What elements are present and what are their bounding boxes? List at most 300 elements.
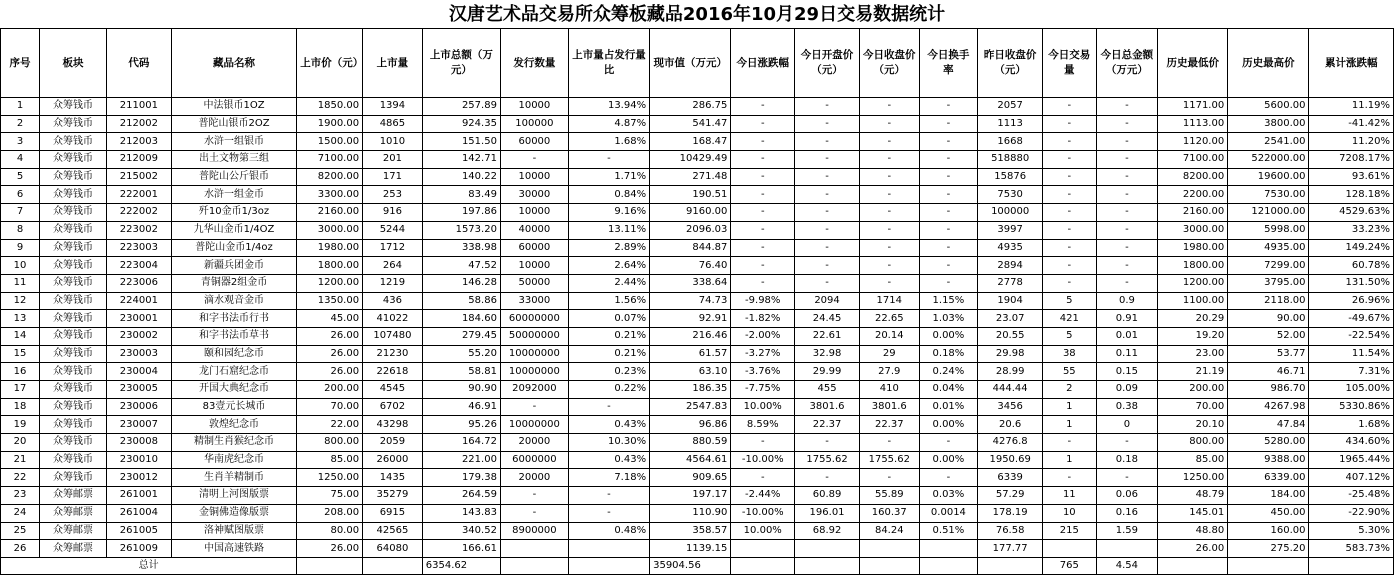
cell-col-open-price: -: [795, 151, 860, 169]
cell-col-list-price: 26.00: [297, 363, 363, 381]
header-col-cumulative-change: 累计涨跌幅: [1309, 29, 1394, 98]
cell-col-close-price: -: [859, 434, 919, 452]
cell-col-open-price: 3801.6: [795, 398, 860, 416]
cell-col-code: 223006: [106, 274, 171, 292]
cell-col-item-name: 普陀山银币2OZ: [171, 115, 297, 133]
cell-col-change-today: -: [731, 469, 795, 487]
cell-col-list-qty: 64080: [363, 540, 423, 558]
cell-col-volume: [1043, 540, 1096, 558]
cell-col-sector: 众筹钱币: [40, 204, 107, 222]
cell-col-sector: 众筹邮票: [40, 504, 107, 522]
cell-col-prev-close: 57.29: [978, 487, 1043, 505]
cell-col-market-value: 63.10: [650, 363, 731, 381]
header-col-volume: 今日交易量: [1043, 29, 1096, 98]
table-row: [1, 274, 1394, 292]
cell-col-open-price: -: [795, 434, 860, 452]
cell-col-low-history: 21.19: [1158, 363, 1228, 381]
cell-col-prev-close: 1668: [978, 133, 1043, 151]
cell-col-code: 215002: [106, 168, 171, 186]
cell-col-low-history: 800.00: [1158, 434, 1228, 452]
cell-col-open-price: 196.01: [795, 504, 860, 522]
cell-col-close-price: 1755.62: [859, 451, 919, 469]
cell-col-list-price: 1500.00: [297, 133, 363, 151]
cell-col-code: 230005: [106, 381, 171, 399]
table-row: [1, 522, 1394, 540]
cell-col-issue-qty: 10000: [500, 204, 568, 222]
cell-col-index: 20: [1, 434, 40, 452]
cell-col-open-price: 29.99: [795, 363, 860, 381]
table-row: [1, 398, 1394, 416]
cell-col-volume: 55: [1043, 363, 1096, 381]
cell-col-item-name: 中法银币1OZ: [171, 98, 297, 116]
cell-col-trade-amount: 0.18: [1096, 451, 1158, 469]
cell-col-change-today: -10.00%: [731, 451, 795, 469]
header-col-trade-amount: 今日总金额（万元）: [1096, 29, 1158, 98]
cell-col-code: 230006: [106, 398, 171, 416]
cell-col-low-history: 20.10: [1158, 416, 1228, 434]
cell-col-cumulative-change: 131.50%: [1309, 274, 1394, 292]
total-cell-empty: [568, 557, 649, 574]
cell-col-index: 19: [1, 416, 40, 434]
header-col-open-price: 今日开盘价（元）: [795, 29, 860, 98]
total-market-value: 35904.56: [650, 557, 731, 574]
cell-col-cumulative-change: 7208.17%: [1309, 151, 1394, 169]
cell-col-low-history: 145.01: [1158, 504, 1228, 522]
cell-col-close-price: -: [859, 98, 919, 116]
cell-col-list-price: 2160.00: [297, 204, 363, 222]
cell-col-market-value: 10429.49: [650, 151, 731, 169]
cell-col-high-history: 9388.00: [1228, 451, 1309, 469]
cell-col-trade-amount: 0.38: [1096, 398, 1158, 416]
cell-col-code: 230008: [106, 434, 171, 452]
cell-col-change-today: -: [731, 239, 795, 257]
cell-col-high-history: 90.00: [1228, 310, 1309, 328]
cell-col-cumulative-change: 583.73%: [1309, 540, 1394, 558]
cell-col-issue-qty: 30000: [500, 186, 568, 204]
cell-col-market-value: 9160.00: [650, 204, 731, 222]
cell-col-code: 230004: [106, 363, 171, 381]
cell-col-open-price: 60.89: [795, 487, 860, 505]
header-col-turnover: 今日换手率: [919, 29, 978, 98]
cell-col-sector: 众筹钱币: [40, 451, 107, 469]
cell-col-close-price: -: [859, 239, 919, 257]
cell-col-sector: 众筹钱币: [40, 168, 107, 186]
cell-col-high-history: 53.77: [1228, 345, 1309, 363]
cell-col-list-total: 47.52: [422, 257, 500, 275]
cell-col-cumulative-change: 5330.86%: [1309, 398, 1394, 416]
cell-col-code: 212003: [106, 133, 171, 151]
cell-col-close-price: 22.37: [859, 416, 919, 434]
cell-col-change-today: -: [731, 221, 795, 239]
cell-col-trade-amount: -: [1096, 434, 1158, 452]
cell-col-code: 261009: [106, 540, 171, 558]
cell-col-issue-qty: 8900000: [500, 522, 568, 540]
cell-col-list-qty: 2059: [363, 434, 423, 452]
cell-col-list-ratio: 0.22%: [568, 381, 649, 399]
cell-col-low-history: 2200.00: [1158, 186, 1228, 204]
cell-col-turnover: 0.00%: [919, 451, 978, 469]
cell-col-list-price: 45.00: [297, 310, 363, 328]
cell-col-list-price: 85.00: [297, 451, 363, 469]
cell-col-change-today: -3.76%: [731, 363, 795, 381]
cell-col-list-ratio: 13.94%: [568, 98, 649, 116]
cell-col-list-total: 264.59: [422, 487, 500, 505]
cell-col-list-price: 8200.00: [297, 168, 363, 186]
cell-col-list-qty: 171: [363, 168, 423, 186]
cell-col-issue-qty: 60000: [500, 239, 568, 257]
cell-col-cumulative-change: 4529.63%: [1309, 204, 1394, 222]
cell-col-cumulative-change: 11.20%: [1309, 133, 1394, 151]
cell-col-change-today: -3.27%: [731, 345, 795, 363]
cell-col-sector: 众筹邮票: [40, 487, 107, 505]
cell-col-sector: 众筹钱币: [40, 115, 107, 133]
cell-col-turnover: 0.18%: [919, 345, 978, 363]
cell-col-open-price: -: [795, 239, 860, 257]
cell-col-list-ratio: 1.56%: [568, 292, 649, 310]
cell-col-market-value: 286.75: [650, 98, 731, 116]
cell-col-list-qty: 107480: [363, 327, 423, 345]
table-row: [1, 381, 1394, 399]
cell-col-change-today: -: [731, 434, 795, 452]
cell-col-market-value: 74.73: [650, 292, 731, 310]
cell-col-close-price: 29: [859, 345, 919, 363]
cell-col-index: 23: [1, 487, 40, 505]
total-cell-empty: [859, 557, 919, 574]
cell-col-list-qty: 1010: [363, 133, 423, 151]
cell-col-high-history: 184.00: [1228, 487, 1309, 505]
cell-col-list-qty: 1219: [363, 274, 423, 292]
cell-col-market-value: 909.65: [650, 469, 731, 487]
cell-col-prev-close: 20.6: [978, 416, 1043, 434]
cell-col-open-price: [795, 540, 860, 558]
cell-col-item-name: 敦煌纪念币: [171, 416, 297, 434]
cell-col-code: 261005: [106, 522, 171, 540]
cell-col-low-history: 2160.00: [1158, 204, 1228, 222]
cell-col-cumulative-change: 149.24%: [1309, 239, 1394, 257]
total-cell-empty: [1309, 557, 1394, 574]
cell-col-sector: 众筹钱币: [40, 381, 107, 399]
cell-col-volume: 1: [1043, 398, 1096, 416]
cell-col-close-price: -: [859, 151, 919, 169]
cell-col-high-history: 47.84: [1228, 416, 1309, 434]
cell-col-volume: -: [1043, 186, 1096, 204]
cell-col-list-price: 208.00: [297, 504, 363, 522]
cell-col-list-ratio: 0.23%: [568, 363, 649, 381]
table-row: [1, 451, 1394, 469]
cell-col-trade-amount: 1.59: [1096, 522, 1158, 540]
cell-col-item-name: 清明上河图版票: [171, 487, 297, 505]
cell-col-high-history: 2541.00: [1228, 133, 1309, 151]
cell-col-change-today: -9.98%: [731, 292, 795, 310]
cell-col-list-total: 197.86: [422, 204, 500, 222]
cell-col-issue-qty: -: [500, 398, 568, 416]
cell-col-turnover: 0.04%: [919, 381, 978, 399]
cell-col-item-name: 生肖羊精制币: [171, 469, 297, 487]
cell-col-turnover: -: [919, 168, 978, 186]
table-row: [1, 416, 1394, 434]
header-col-market-value: 现市值（万元）: [650, 29, 731, 98]
cell-col-issue-qty: 10000000: [500, 345, 568, 363]
cell-col-index: 11: [1, 274, 40, 292]
cell-col-market-value: 358.57: [650, 522, 731, 540]
cell-col-list-ratio: 0.21%: [568, 345, 649, 363]
cell-col-sector: 众筹钱币: [40, 274, 107, 292]
cell-col-index: 6: [1, 186, 40, 204]
cell-col-list-ratio: 0.84%: [568, 186, 649, 204]
cell-col-list-total: 58.81: [422, 363, 500, 381]
cell-col-sector: 众筹邮票: [40, 522, 107, 540]
cell-col-volume: 11: [1043, 487, 1096, 505]
cell-col-index: 13: [1, 310, 40, 328]
cell-col-volume: 2: [1043, 381, 1096, 399]
total-cell-empty: [500, 557, 568, 574]
cell-col-high-history: 3795.00: [1228, 274, 1309, 292]
cell-col-market-value: 844.87: [650, 239, 731, 257]
cell-col-market-value: 168.47: [650, 133, 731, 151]
cell-col-low-history: 1980.00: [1158, 239, 1228, 257]
cell-col-low-history: 48.80: [1158, 522, 1228, 540]
table-row: [1, 345, 1394, 363]
cell-col-volume: -: [1043, 133, 1096, 151]
cell-col-item-name: 龙门石窟纪念币: [171, 363, 297, 381]
cell-col-list-price: 3300.00: [297, 186, 363, 204]
cell-col-list-total: 338.98: [422, 239, 500, 257]
cell-col-turnover: 0.03%: [919, 487, 978, 505]
cell-col-list-qty: 4865: [363, 115, 423, 133]
cell-col-trade-amount: -: [1096, 274, 1158, 292]
cell-col-close-price: -: [859, 168, 919, 186]
cell-col-prev-close: 3456: [978, 398, 1043, 416]
cell-col-list-ratio: 0.48%: [568, 522, 649, 540]
cell-col-high-history: 7299.00: [1228, 257, 1309, 275]
cell-col-index: 21: [1, 451, 40, 469]
cell-col-turnover: -: [919, 98, 978, 116]
cell-col-code: 224001: [106, 292, 171, 310]
cell-col-issue-qty: 10000: [500, 98, 568, 116]
cell-col-list-ratio: 1.71%: [568, 168, 649, 186]
cell-col-cumulative-change: 407.12%: [1309, 469, 1394, 487]
cell-col-open-price: -: [795, 115, 860, 133]
cell-col-volume: 421: [1043, 310, 1096, 328]
cell-col-code: 222002: [106, 204, 171, 222]
cell-col-market-value: 197.17: [650, 487, 731, 505]
cell-col-issue-qty: [500, 540, 568, 558]
cell-col-cumulative-change: 128.18%: [1309, 186, 1394, 204]
cell-col-list-qty: 6702: [363, 398, 423, 416]
cell-col-issue-qty: -: [500, 487, 568, 505]
cell-col-close-price: -: [859, 469, 919, 487]
cell-col-prev-close: 2057: [978, 98, 1043, 116]
cell-col-low-history: 23.00: [1158, 345, 1228, 363]
cell-col-index: 17: [1, 381, 40, 399]
table-row: [1, 540, 1394, 558]
cell-col-turnover: -: [919, 239, 978, 257]
cell-col-list-qty: 22618: [363, 363, 423, 381]
cell-col-turnover: -: [919, 204, 978, 222]
cell-col-trade-amount: 0.09: [1096, 381, 1158, 399]
cell-col-index: 25: [1, 522, 40, 540]
cell-col-high-history: 5998.00: [1228, 221, 1309, 239]
cell-col-list-price: 3000.00: [297, 221, 363, 239]
cell-col-item-name: 洛神赋图版票: [171, 522, 297, 540]
cell-col-open-price: -: [795, 98, 860, 116]
header-col-close-price: 今日收盘价（元）: [859, 29, 919, 98]
cell-col-market-value: 1139.15: [650, 540, 731, 558]
cell-col-close-price: -: [859, 186, 919, 204]
cell-col-list-ratio: 13.11%: [568, 221, 649, 239]
cell-col-list-price: 1850.00: [297, 98, 363, 116]
header-col-list-total: 上市总额（万元）: [422, 29, 500, 98]
cell-col-close-price: 27.9: [859, 363, 919, 381]
cell-col-low-history: 1100.00: [1158, 292, 1228, 310]
cell-col-code: 212002: [106, 115, 171, 133]
cell-col-turnover: -: [919, 434, 978, 452]
cell-col-low-history: 1113.00: [1158, 115, 1228, 133]
cell-col-low-history: 1200.00: [1158, 274, 1228, 292]
cell-col-market-value: 110.90: [650, 504, 731, 522]
cell-col-list-total: 221.00: [422, 451, 500, 469]
cell-col-high-history: 5600.00: [1228, 98, 1309, 116]
cell-col-prev-close: 6339: [978, 469, 1043, 487]
cell-col-list-ratio: [568, 540, 649, 558]
cell-col-issue-qty: 40000: [500, 221, 568, 239]
cell-col-open-price: 2094: [795, 292, 860, 310]
header-col-code: 代码: [106, 29, 171, 98]
cell-col-cumulative-change: -22.90%: [1309, 504, 1394, 522]
cell-col-list-total: 166.61: [422, 540, 500, 558]
cell-col-close-price: 22.65: [859, 310, 919, 328]
cell-col-trade-amount: 0.16: [1096, 504, 1158, 522]
cell-col-cumulative-change: -22.54%: [1309, 327, 1394, 345]
cell-col-turnover: 1.15%: [919, 292, 978, 310]
cell-col-item-name: 青铜器2组金币: [171, 274, 297, 292]
table-row: [1, 221, 1394, 239]
cell-col-trade-amount: 0: [1096, 416, 1158, 434]
cell-col-market-value: 96.86: [650, 416, 731, 434]
cell-col-change-today: -: [731, 115, 795, 133]
cell-col-trade-amount: [1096, 540, 1158, 558]
cell-col-volume: 215: [1043, 522, 1096, 540]
cell-col-close-price: 1714: [859, 292, 919, 310]
cell-col-open-price: -: [795, 257, 860, 275]
cell-col-open-price: -: [795, 186, 860, 204]
cell-col-list-total: 257.89: [422, 98, 500, 116]
cell-col-prev-close: 100000: [978, 204, 1043, 222]
cell-col-item-name: 水浒一组金币: [171, 186, 297, 204]
cell-col-sector: 众筹钱币: [40, 257, 107, 275]
cell-col-volume: -: [1043, 469, 1096, 487]
cell-col-list-ratio: 1.68%: [568, 133, 649, 151]
cell-col-item-name: 83壹元长城币: [171, 398, 297, 416]
cell-col-list-price: 70.00: [297, 398, 363, 416]
cell-col-list-qty: 201: [363, 151, 423, 169]
cell-col-sector: 众筹钱币: [40, 292, 107, 310]
cell-col-trade-amount: -: [1096, 186, 1158, 204]
cell-col-volume: -: [1043, 98, 1096, 116]
cell-col-issue-qty: 6000000: [500, 451, 568, 469]
cell-col-high-history: 5280.00: [1228, 434, 1309, 452]
cell-col-volume: 5: [1043, 292, 1096, 310]
header-col-low-history: 历史最低价: [1158, 29, 1228, 98]
cell-col-close-price: 160.37: [859, 504, 919, 522]
cell-col-open-price: 68.92: [795, 522, 860, 540]
cell-col-list-total: 179.38: [422, 469, 500, 487]
cell-col-index: 26: [1, 540, 40, 558]
cell-col-high-history: 7530.00: [1228, 186, 1309, 204]
cell-col-list-qty: 41022: [363, 310, 423, 328]
cell-col-low-history: 1250.00: [1158, 469, 1228, 487]
cell-col-code: 230003: [106, 345, 171, 363]
cell-col-trade-amount: -: [1096, 257, 1158, 275]
cell-col-list-total: 1573.20: [422, 221, 500, 239]
cell-col-issue-qty: 10000: [500, 168, 568, 186]
table-row: [1, 257, 1394, 275]
cell-col-issue-qty: 20000: [500, 469, 568, 487]
cell-col-item-name: 开国大典纪念币: [171, 381, 297, 399]
header-row: [1, 29, 1394, 98]
cell-col-code: 223003: [106, 239, 171, 257]
cell-col-turnover: 0.51%: [919, 522, 978, 540]
table-row: [1, 239, 1394, 257]
cell-col-volume: 38: [1043, 345, 1096, 363]
cell-col-list-qty: 42565: [363, 522, 423, 540]
cell-col-issue-qty: 20000: [500, 434, 568, 452]
cell-col-change-today: 8.59%: [731, 416, 795, 434]
cell-col-low-history: 70.00: [1158, 398, 1228, 416]
cell-col-list-price: 200.00: [297, 381, 363, 399]
cell-col-close-price: -: [859, 257, 919, 275]
cell-col-cumulative-change: 60.78%: [1309, 257, 1394, 275]
total-cell-empty: [1158, 557, 1228, 574]
cell-col-volume: -: [1043, 204, 1096, 222]
table-row: [1, 186, 1394, 204]
table-row: [1, 504, 1394, 522]
cell-col-turnover: -: [919, 274, 978, 292]
cell-col-prev-close: 29.98: [978, 345, 1043, 363]
cell-col-change-today: -: [731, 257, 795, 275]
cell-col-index: 14: [1, 327, 40, 345]
header-col-item-name: 藏品名称: [171, 29, 297, 98]
cell-col-change-today: -: [731, 274, 795, 292]
cell-col-cumulative-change: -25.48%: [1309, 487, 1394, 505]
cell-col-list-price: 26.00: [297, 327, 363, 345]
cell-col-list-total: 146.28: [422, 274, 500, 292]
table-row: [1, 151, 1394, 169]
cell-col-trade-amount: 0.9: [1096, 292, 1158, 310]
cell-col-list-price: 7100.00: [297, 151, 363, 169]
cell-col-item-name: 水浒一组银币: [171, 133, 297, 151]
header-col-list-price: 上市价（元）: [297, 29, 363, 98]
cell-col-sector: 众筹钱币: [40, 151, 107, 169]
cell-col-cumulative-change: 11.19%: [1309, 98, 1394, 116]
cell-col-issue-qty: 10000: [500, 257, 568, 275]
cell-col-trade-amount: 0.06: [1096, 487, 1158, 505]
cell-col-list-ratio: 0.43%: [568, 451, 649, 469]
cell-col-issue-qty: -: [500, 504, 568, 522]
cell-col-list-ratio: 9.16%: [568, 204, 649, 222]
cell-col-list-qty: 1712: [363, 239, 423, 257]
cell-col-index: 3: [1, 133, 40, 151]
cell-col-cumulative-change: 1965.44%: [1309, 451, 1394, 469]
cell-col-issue-qty: 50000000: [500, 327, 568, 345]
table-row: [1, 434, 1394, 452]
cell-col-code: 222001: [106, 186, 171, 204]
cell-col-close-price: [859, 540, 919, 558]
cell-col-open-price: -: [795, 274, 860, 292]
cell-col-trade-amount: -: [1096, 469, 1158, 487]
cell-col-sector: 众筹钱币: [40, 434, 107, 452]
cell-col-volume: -: [1043, 168, 1096, 186]
